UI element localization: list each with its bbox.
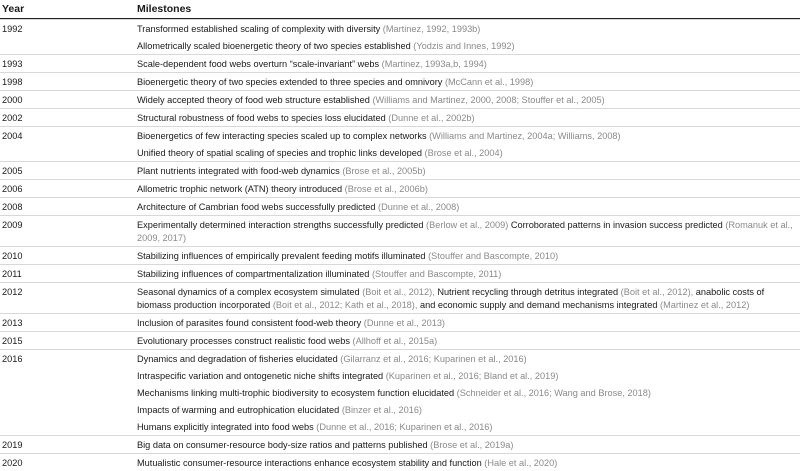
citation: (Dunne et al., 2013) (363, 318, 445, 328)
milestone-cell (137, 162, 797, 179)
milestone-text: Experimentally determined interaction strengths successfully predicted (137, 220, 424, 230)
milestone-text: Plant nutrients integrated with food-web dynamics (137, 166, 340, 176)
year-cell: 2002 (2, 113, 23, 123)
milestone-cell (137, 436, 797, 453)
table-row (0, 264, 800, 282)
milestone-text: Transformed established scaling of complexity with diversity (137, 24, 381, 34)
citation: (Brose et al., 2006b) (344, 184, 428, 194)
milestone-cell (137, 180, 797, 197)
year-cell: 2000 (2, 95, 23, 105)
citation: (Brose et al., 2019a) (430, 440, 514, 450)
year-cell: 1998 (2, 77, 23, 87)
citation: (Stouffer and Bascompte, 2010) (428, 251, 559, 261)
table-body (0, 19, 800, 471)
milestone-text: Bioenergetics of few interacting species scaled up to complex networks (137, 131, 427, 141)
table-row (0, 384, 800, 401)
milestone-cell (137, 265, 797, 282)
year-cell: 2011 (2, 269, 22, 279)
milestone-text: Mechanisms linking multi-trophic biodiversity to ecosystem function elucidated (137, 388, 455, 398)
milestone-cell (137, 55, 797, 72)
milestone-cell (137, 109, 797, 126)
citation: (McCann et al., 1998) (444, 77, 534, 87)
milestone-text: Mutualistic consumer-resource interactions enhance ecosystem stability and function (137, 458, 482, 468)
citation: (Kuparinen et al., 2016; Bland et al., 2019) (385, 371, 559, 381)
citation: (Dunne et al., 2002b) (388, 113, 475, 123)
year-cell: 2020 (2, 458, 23, 468)
citation: (Martinez, 1993a,b, 1994) (381, 59, 487, 69)
milestone-text: Allometrically scaled bioenergetic theory of two species established (137, 41, 411, 51)
citation: (Williams and Martinez, 2004a; Williams, 2008) (429, 131, 621, 141)
milestone-cell (137, 144, 797, 161)
year-column-header: Year (2, 3, 25, 15)
milestone-text: and economic supply and demand mechanisms integrated (419, 300, 658, 310)
milestone-text: Evolutionary processes construct realistic food webs (137, 336, 350, 346)
table-row (0, 197, 800, 215)
milestone-text: Nutrient recycling through detritus integrated (437, 287, 619, 297)
table-row (0, 331, 800, 349)
milestone-cell (137, 401, 797, 418)
citation: (Schneider et al., 2016; Wang and Brose, 2018) (456, 388, 651, 398)
citation: (Hale et al., 2020) (484, 458, 558, 468)
milestone-text: anabolic costs of biomass production incorporated (137, 287, 765, 310)
milestone-cell (137, 350, 797, 367)
milestone-cell (137, 454, 797, 471)
milestone-cell (137, 20, 797, 37)
milestone-cell (137, 37, 797, 54)
citation: (Romanuk et al., 2009, 2017) (137, 220, 793, 243)
year-cell: 2005 (2, 166, 23, 176)
milestone-cell (137, 91, 797, 108)
citation: (Allhoff et al., 2015a) (352, 336, 438, 346)
citation: (Binzer et al., 2016) (341, 405, 422, 415)
citation: (Gilarranz et al., 2016; Kuparinen et al., 2016) (340, 354, 527, 364)
table-header (0, 0, 800, 19)
milestone-text: Intraspecific variation and ontogenetic niche shifts integrated (137, 371, 384, 381)
milestone-text: Humans explicitly integrated into food webs (137, 422, 314, 432)
year-cell: 1993 (2, 59, 23, 69)
year-cell: 1992 (2, 24, 23, 34)
milestone-cell (137, 314, 797, 331)
table-row (0, 179, 800, 197)
table-row (0, 401, 800, 418)
year-cell: 2004 (2, 131, 23, 141)
year-cell: 2008 (2, 202, 23, 212)
milestone-cell (137, 216, 797, 246)
citation: (Boit et al., 2012), (362, 287, 435, 297)
table-row (0, 367, 800, 384)
milestone-cell (137, 367, 797, 384)
milestones-column-header: Milestones (137, 3, 192, 15)
table-row (0, 144, 800, 161)
milestone-text: Unified theory of spatial scaling of species and trophic links developed (137, 148, 422, 158)
table-row (0, 282, 800, 313)
milestone-text: Architecture of Cambrian food webs successfully predicted (137, 202, 376, 212)
table-row (0, 54, 800, 72)
year-cell: 2019 (2, 440, 23, 450)
table-row (0, 349, 800, 367)
citation: (Martinez et al., 2012) (660, 300, 750, 310)
milestone-text: Seasonal dynamics of a complex ecosystem simulated (137, 287, 360, 297)
milestone-text: Big data on consumer-resource body-size ratios and patterns published (137, 440, 428, 450)
table-row (0, 161, 800, 179)
table-row (0, 453, 800, 471)
year-cell: 2012 (2, 287, 23, 297)
milestone-text: Structural robustness of food webs to species loss elucidated (137, 113, 386, 123)
milestone-text: Allometric trophic network (ATN) theory introduced (137, 184, 343, 194)
table-row (0, 215, 800, 246)
table-row (0, 435, 800, 453)
year-cell: 2006 (2, 184, 23, 194)
milestone-text: Inclusion of parasites found consistent food-web theory (137, 318, 362, 328)
milestone-cell (137, 127, 797, 144)
milestone-text: Impacts of warming and eutrophication elucidated (137, 405, 340, 415)
year-cell: 2016 (2, 354, 23, 364)
table-row (0, 126, 800, 144)
citation: (Brose et al., 2005b) (342, 166, 426, 176)
citation: (Yodzis and Innes, 1992) (413, 41, 515, 51)
year-cell: 2013 (2, 318, 23, 328)
table-row (0, 37, 800, 54)
citation: (Boit et al., 2012), (620, 287, 694, 297)
citation: (Martinez, 1992, 1993b) (382, 24, 481, 34)
table-row (0, 246, 800, 264)
table-row (0, 108, 800, 126)
milestone-text: Widely accepted theory of food web structure established (137, 95, 370, 105)
milestone-cell (137, 384, 797, 401)
year-cell: 2009 (2, 220, 23, 230)
citation: (Stouffer and Bascompte, 2011) (371, 269, 502, 279)
table-row (0, 72, 800, 90)
citation: (Williams and Martinez, 2000, 2008; Stouffer et al., 2005) (372, 95, 605, 105)
citation: (Brose et al., 2004) (424, 148, 503, 158)
table-row (0, 313, 800, 331)
milestone-cell (137, 332, 797, 349)
year-cell: 2010 (2, 251, 23, 261)
citation: (Berlow et al., 2009) (426, 220, 509, 230)
table-row (0, 90, 800, 108)
citation: (Dunne et al., 2016; Kuparinen et al., 2016) (316, 422, 493, 432)
table-row (0, 418, 800, 435)
milestone-text: Dynamics and degradation of fisheries elucidated (137, 354, 338, 364)
table-row (0, 19, 800, 37)
milestone-text: Stabilizing influences of empirically prevalent feeding motifs illuminated (137, 251, 426, 261)
milestone-cell (137, 198, 797, 215)
milestone-text: Scale-dependent food webs overturn “scale-invariant” webs (137, 59, 380, 69)
year-cell: 2015 (2, 336, 23, 346)
milestone-text: Corroborated patterns in invasion success predicted (510, 220, 723, 230)
citation: (Dunne et al., 2008) (378, 202, 460, 212)
milestone-cell (137, 418, 797, 435)
citation: (Boit et al., 2012; Kath et al., 2018), (272, 300, 418, 310)
milestone-text: Stabilizing influences of compartmentalization illuminated (137, 269, 370, 279)
milestone-cell (137, 73, 797, 90)
milestone-text: Bioenergetic theory of two species extended to three species and omnivory (137, 77, 443, 87)
milestone-cell (137, 247, 797, 264)
milestone-cell (137, 283, 797, 313)
